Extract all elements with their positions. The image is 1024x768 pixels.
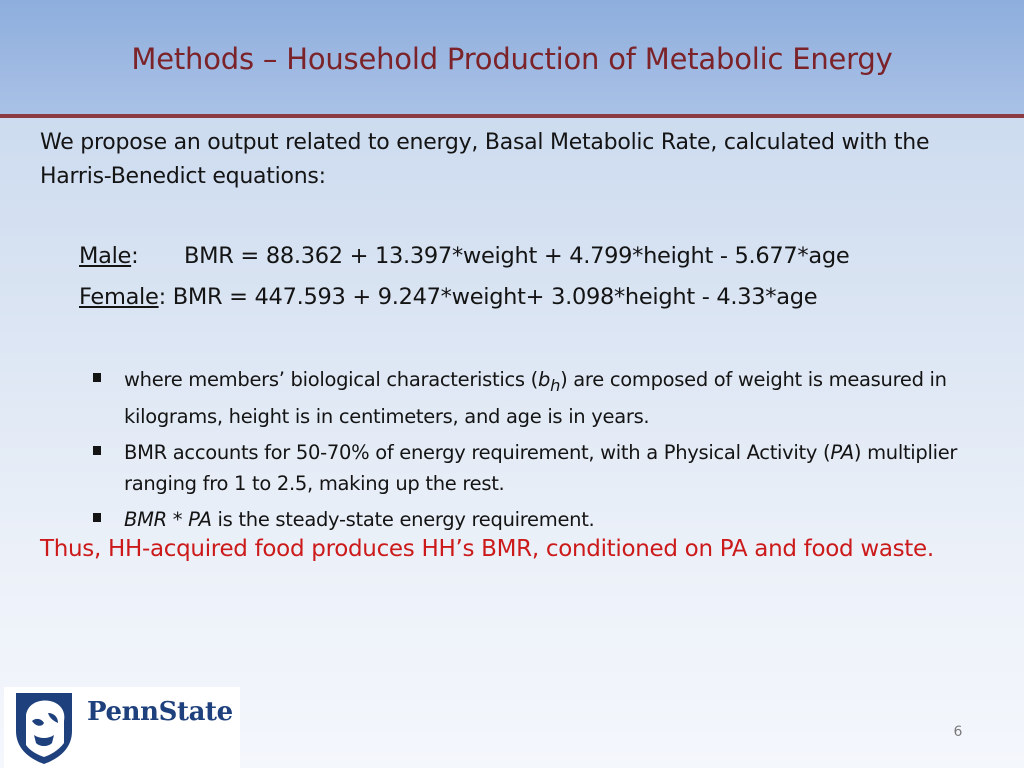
title-divider (0, 114, 1024, 118)
bullet-text: where members’ biological characteristics ( (124, 368, 538, 391)
bullet-text: ) multiplier ranging fro 1 to 2.5, making up the rest. (124, 440, 958, 495)
male-formula: BMR = 88.362 + 13.397*weight + 4.799*height - 5.677*age (184, 243, 850, 269)
bullet-item (90, 364, 970, 432)
bullet-text: is the steady-state energy requirement. (211, 507, 595, 531)
bullet-text: BMR accounts for 50-70% of energy requirement, with a Physical Activity ( (124, 440, 831, 464)
page-number: 6 (953, 724, 963, 740)
bullet-list (90, 364, 970, 540)
conclusion-text: Thus, HH-acquired food produces HH’s BMR, conditioned on PA and food waste. (40, 536, 934, 562)
pennstate-logo (4, 687, 240, 768)
male-label: Male (79, 243, 132, 269)
square-bullet-icon (93, 513, 101, 522)
bmr-pa-symbol: BMR * PA (124, 507, 212, 531)
nittany-lion-shield-icon (14, 691, 74, 765)
bh-subscript: h (550, 375, 561, 395)
intro-paragraph: We propose an output related to energy, Basal Metabolic Rate, calculated with the Harris-Benedict equations: (40, 130, 930, 189)
bh-symbol: b (538, 368, 551, 391)
bullet-item (90, 504, 970, 535)
title-bar (0, 0, 1024, 114)
pa-symbol: PA (830, 440, 854, 464)
slide-title: Methods – Household Production of Metabolic Energy (131, 42, 893, 76)
female-formula: BMR = 447.593 + 9.247*weight+ 3.098*height - 4.33*age (172, 284, 818, 310)
pennstate-wordmark: PennState (87, 697, 233, 727)
bullet-item (90, 437, 970, 499)
female-label: Female (79, 284, 159, 310)
female-colon: : (158, 284, 166, 310)
female-equation (79, 284, 817, 310)
square-bullet-icon (93, 446, 101, 455)
square-bullet-icon (93, 373, 101, 382)
male-colon: : (131, 243, 139, 269)
male-equation (79, 243, 850, 269)
bullet-text: ) are composed of weight is measured in kilograms, height is in centimeters, and age is in years. (124, 368, 947, 428)
